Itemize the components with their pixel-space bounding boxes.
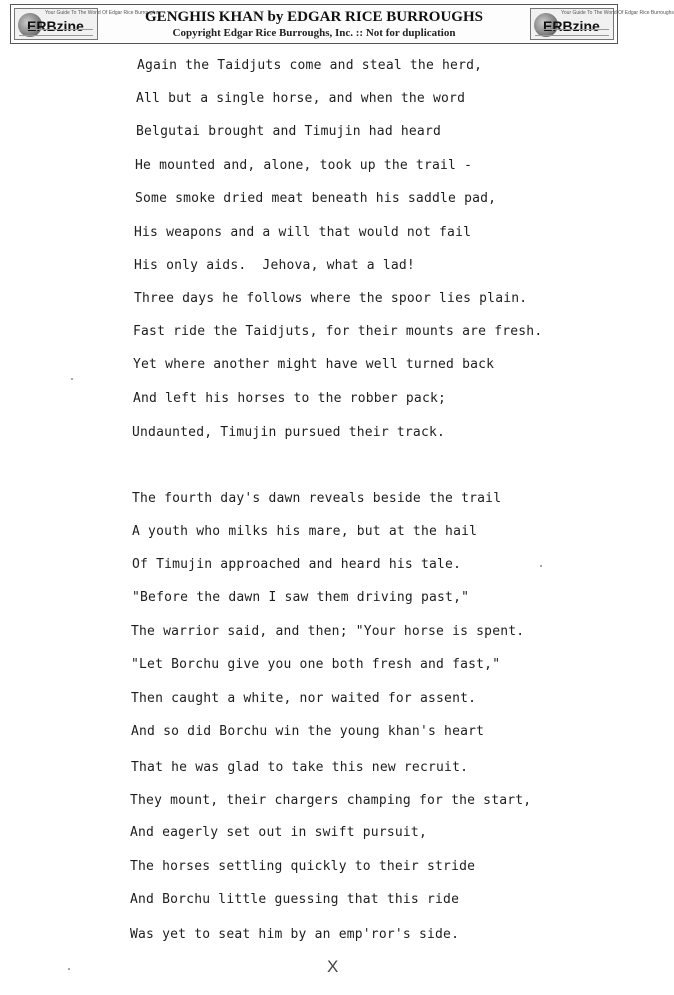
poem-line: He mounted and, alone, took up the trail - [135, 158, 473, 173]
poem-line: And eagerly set out in swift pursuit, [130, 825, 427, 840]
scan-speck [540, 565, 542, 567]
poem-line: Was yet to seat him by an emp'ror's side. [130, 927, 460, 942]
logo-wordmark-left: ERBzine [27, 18, 84, 34]
poem-line: Then caught a white, nor waited for assent. [131, 691, 477, 706]
page-header [10, 4, 674, 44]
poem-line: The fourth day's dawn reveals beside the trail [132, 491, 502, 506]
poem-line: His only aids. Jehova, what a lad! [134, 258, 415, 273]
poem-line: The warrior said, and then; "Your horse is spent. [131, 624, 525, 639]
poem-line: Yet where another might have well turned back [133, 357, 495, 372]
poem-line: The horses settling quickly to their stride [130, 859, 476, 874]
poem-line: And left his horses to the robber pack; [133, 391, 447, 406]
logo-wordmark-right: ERBzine [543, 18, 600, 34]
logo-tagline-left: Your Guide To The World Of Edgar Rice Burroughs [45, 10, 158, 16]
poem-line: They mount, their chargers champing for the start, [130, 793, 532, 808]
poem-line: "Before the dawn I saw them driving past," [132, 590, 470, 605]
poem-line: That he was glad to take this new recruit. [131, 760, 469, 775]
logo-tagline-right: Your Guide To The World Of Edgar Rice Burroughs [561, 10, 674, 16]
poem-line: A youth who milks his mare, but at the hail [132, 524, 478, 539]
poem-line: Again the Taidjuts come and steal the herd, [137, 58, 483, 73]
poem-line: Fast ride the Taidjuts, for their mounts are fresh. [133, 324, 543, 339]
poem-line: His weapons and a will that would not fail [134, 225, 472, 240]
page-mark: X [327, 957, 339, 976]
poem-line: Undaunted, Timujin pursued their track. [132, 425, 446, 440]
scan-speck [71, 378, 73, 380]
poem-line: And so did Borchu win the young khan's heart [131, 724, 485, 739]
poem-line: Of Timujin approached and heard his tale. [132, 557, 462, 572]
copyright-notice: Copyright Edgar Rice Burroughs, Inc. :: Not for duplication [172, 27, 456, 39]
poem-line: "Let Borchu give you one both fresh and fast," [131, 657, 501, 672]
logo-rule-right [535, 29, 609, 36]
poem-line: Three days he follows where the spoor lies plain. [134, 291, 528, 306]
scan-speck [68, 968, 70, 970]
poem-line: Some smoke dried meat beneath his saddle pad, [135, 191, 497, 206]
poem-line: And Borchu little guessing that this ride [130, 892, 460, 907]
document-title: GENGHIS KHAN by EDGAR RICE BURROUGHS [145, 9, 483, 25]
poem-line: All but a single horse, and when the word [136, 91, 466, 106]
erbzine-logo-right [530, 8, 674, 40]
poem-line: Belgutai brought and Timujin had heard [136, 124, 442, 139]
